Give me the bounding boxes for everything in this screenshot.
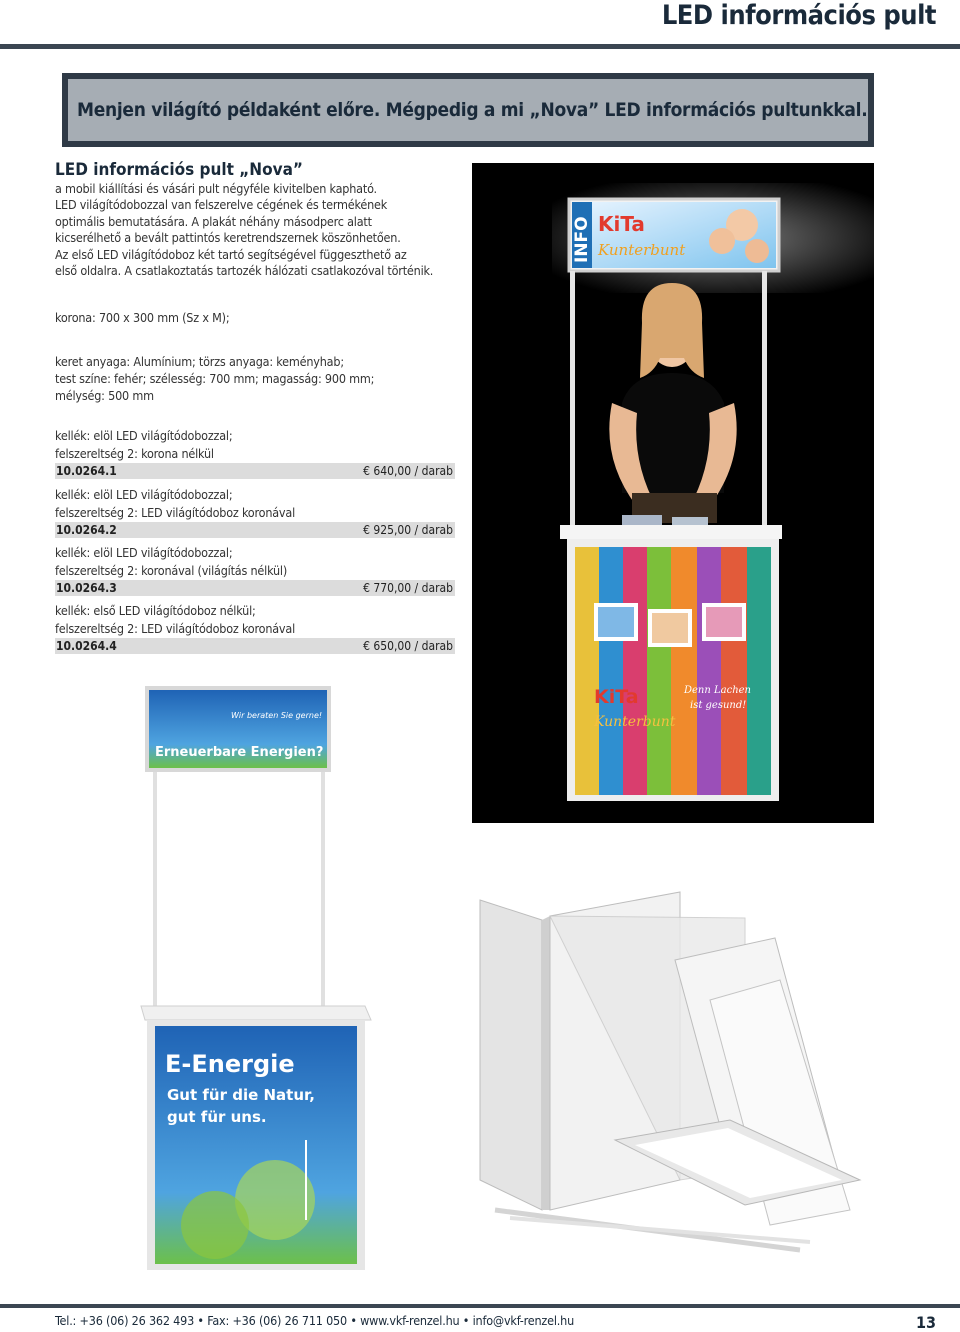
second-front-title: E-Energie bbox=[165, 1050, 295, 1078]
front-brand-subtext: Kunterbunt bbox=[594, 714, 676, 730]
material-specs bbox=[55, 353, 465, 404]
variant-accessory: kellék: elöl LED világítódobozzal; bbox=[55, 487, 233, 502]
article-number: 10.0264.3 bbox=[56, 581, 117, 595]
variant-4 bbox=[55, 602, 455, 654]
main-photo-illustration bbox=[472, 163, 874, 823]
footer-rule bbox=[0, 1304, 960, 1308]
price-row bbox=[55, 580, 455, 596]
headline-banner bbox=[62, 73, 874, 147]
article-number: 10.0264.4 bbox=[56, 639, 117, 653]
second-crown-big-text: Erneuerbare Energien? bbox=[155, 745, 324, 760]
spec-line: keret anyaga: Alumínium; törzs anyaga: keményhab; bbox=[55, 354, 344, 369]
description-line: Az első LED világítódoboz két tartó segítségével függeszthető az bbox=[55, 246, 407, 262]
page-title: LED információs pult bbox=[661, 0, 936, 31]
variant-accessory: kellék: elöl LED világítódobozzal; bbox=[55, 428, 233, 443]
second-photo-illustration bbox=[135, 680, 375, 1280]
product-description-body bbox=[55, 181, 465, 279]
footer-contact: Tel.: +36 (06) 26 362 493 • Fax: +36 (06) 26 711 050 • www.vkf-renzel.hu • info@vkf-renzel.hu bbox=[55, 1313, 575, 1328]
second-front-line1: Gut für die Natur, bbox=[167, 1086, 315, 1104]
price-row bbox=[55, 463, 455, 479]
panels-illustration bbox=[470, 880, 880, 1260]
price: € 770,00 / darab bbox=[363, 581, 453, 595]
crown-brand-subtext: Kunterbunt bbox=[598, 241, 686, 259]
variant-2 bbox=[55, 486, 455, 538]
front-slogan-line2: ist gesund! bbox=[690, 700, 747, 711]
main-product-photo bbox=[472, 163, 874, 823]
spec-line: test színe: fehér; szélesség: 700 mm; magasság: 900 mm; bbox=[55, 371, 375, 386]
crown-brand-text: KiTa bbox=[598, 212, 645, 236]
description-line: első oldalra. A csatlakoztatás tartozék hálózati csatlakozóval történik. bbox=[55, 263, 434, 279]
description-line: kicserélhető a bevált pattintós keretrendszernek köszönhetően. bbox=[55, 230, 401, 246]
variant-accessory: kellék: elöl LED világítódobozzal; bbox=[55, 545, 233, 560]
crown-size: korona: 700 x 300 mm (Sz x M); bbox=[55, 310, 230, 325]
variant-equipment: felszereltség 2: korona nélkül bbox=[55, 445, 214, 461]
variant-equipment: felszereltség 2: LED világítódoboz koronával bbox=[55, 620, 296, 636]
spec-line: mélység: 500 mm bbox=[55, 388, 154, 403]
second-front-line2: gut für uns. bbox=[167, 1108, 267, 1126]
variant-accessory: kellék: első LED világítódoboz nélkül; bbox=[55, 603, 256, 618]
crown-info-text: INFO bbox=[572, 216, 592, 263]
headline-text: Menjen világító példaként előre. Mégpedig a mi „Nova” LED információs pultunkkal. bbox=[77, 99, 868, 121]
panels-photo bbox=[470, 880, 880, 1260]
variant-equipment: felszereltség 2: koronával (világítás nélkül) bbox=[55, 562, 288, 578]
description-line: a mobil kiállítási és vásári pult négyféle kivitelben kapható. bbox=[55, 181, 377, 196]
variant-3 bbox=[55, 544, 455, 596]
product-description bbox=[55, 160, 465, 279]
variant-equipment: felszereltség 2: LED világítódoboz koronával bbox=[55, 504, 296, 520]
description-line: optimális bemutatására. A plakát néhány másodperc alatt bbox=[55, 213, 372, 229]
article-number: 10.0264.1 bbox=[56, 464, 117, 478]
price-row bbox=[55, 522, 455, 538]
price: € 650,00 / darab bbox=[363, 639, 453, 653]
front-slogan-line1: Denn Lachen bbox=[684, 685, 751, 696]
price-row bbox=[55, 638, 455, 654]
price: € 640,00 / darab bbox=[363, 464, 453, 478]
variant-1 bbox=[55, 427, 455, 479]
description-line: LED világítódobozzal van felszerelve cégének és termékének bbox=[55, 197, 388, 213]
headline-banner-inner bbox=[68, 79, 868, 141]
second-product-photo bbox=[135, 680, 375, 1280]
product-title: LED információs pult „Nova” bbox=[55, 160, 303, 180]
second-crown-small-text: Wir beraten Sie gerne! bbox=[231, 711, 323, 720]
article-number: 10.0264.2 bbox=[56, 523, 117, 537]
price: € 925,00 / darab bbox=[363, 523, 453, 537]
page-number: 13 bbox=[915, 1313, 936, 1332]
front-brand-text: KiTa bbox=[594, 686, 639, 708]
title-rule bbox=[0, 44, 960, 49]
